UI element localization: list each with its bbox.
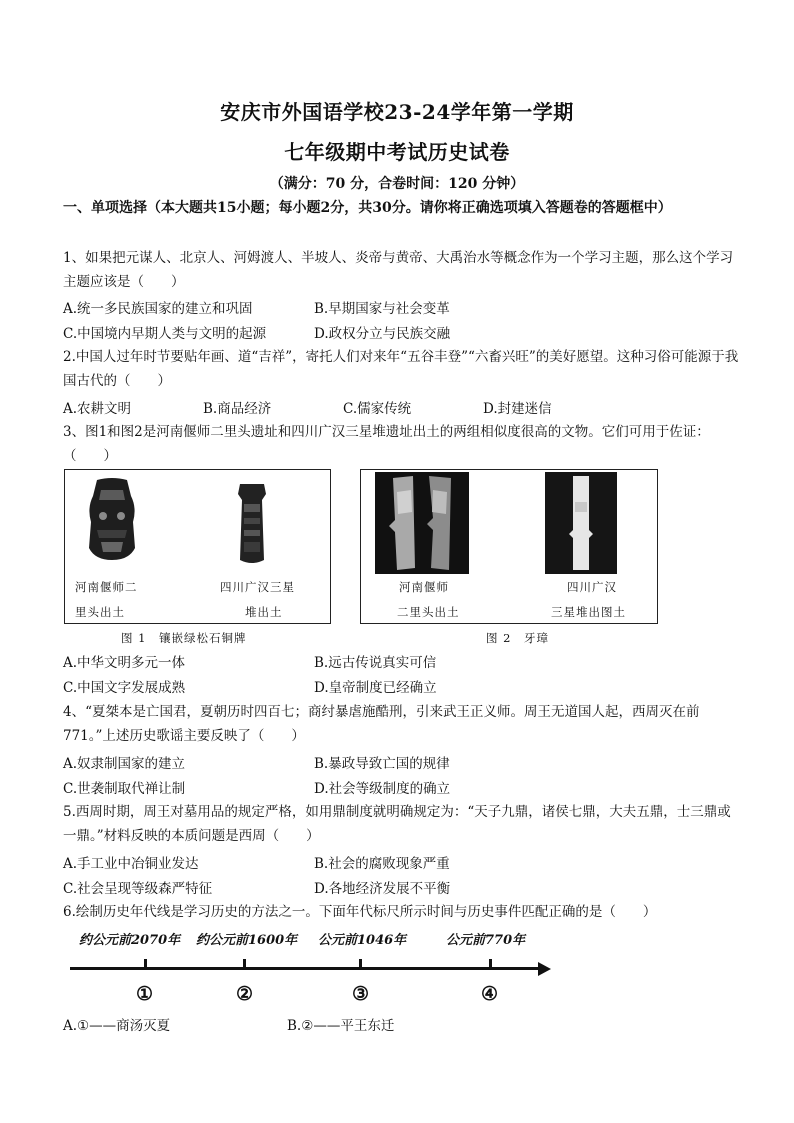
yazhang-sanxingdui-image	[545, 472, 617, 574]
question-3-option-a[interactable]: A.中华文明多元一体	[63, 655, 186, 671]
question-1-option-a[interactable]: A.统一多民族国家的建立和巩固	[63, 301, 253, 317]
question-3-option-b[interactable]: B.远古传说真实可信	[314, 655, 437, 671]
bronze-plaque-sanxingdui-image	[232, 480, 272, 566]
timeline-label-3: 公元前1046年	[318, 933, 407, 948]
question-5-option-b[interactable]: B.社会的腐败现象严重	[314, 856, 450, 872]
question-5-stem: 5.西周时期，周王对墓用品的规定严格，如用鼎制度就明确规定为：“天子九鼎，诸侯七鼎，大夫五鼎，士三鼎或一鼎。”材料反映的本质问题是西周（ ）	[63, 804, 731, 844]
question-6-stem: 6.绘制历史年代线是学习历史的方法之一。下面年代标尺所示时间与历史事件匹配正确的是（ ）	[63, 904, 657, 920]
question-6-option-b[interactable]: B.②——平王东迁	[287, 1018, 395, 1034]
figure-2-box	[360, 469, 658, 624]
figure-1-box	[64, 469, 331, 624]
question-4-option-a[interactable]: A.奴隶制国家的建立	[63, 756, 186, 772]
exam-title-line1: 安庆市外国语学校23-24学年第一学期	[220, 100, 574, 124]
timeline-tick-1	[144, 959, 147, 970]
figure-2-label: 图 2 牙璋	[486, 631, 549, 645]
timeline-label-1: 约公元前2070年	[79, 933, 181, 948]
exam-subtitle: （满分：70 分，合卷时间：120 分钟）	[269, 176, 525, 192]
question-2-option-a[interactable]: A.农耕文明	[63, 401, 132, 417]
figure-1-left-caption-2: 里头出土	[75, 605, 125, 619]
question-1-option-c[interactable]: C.中国境内早期人类与文明的起源	[63, 326, 267, 342]
figure-2-right-caption-1: 四川广汉	[567, 580, 617, 594]
question-2-option-c[interactable]: C.儒家传统	[343, 401, 412, 417]
question-6-option-a[interactable]: A.①——商汤灭夏	[63, 1018, 171, 1034]
timeline-marker-1: ①	[136, 983, 154, 1005]
timeline-label-2: 约公元前1600年	[196, 933, 298, 948]
timeline-tick-2	[243, 959, 246, 970]
question-3-option-c[interactable]: C.中国文字发展成熟	[63, 680, 186, 696]
question-2-option-d[interactable]: D.封建迷信	[483, 401, 552, 417]
figure-2-right-caption-2: 三星堆出图土	[551, 605, 626, 619]
timeline-tick-3	[359, 959, 362, 970]
question-2-option-b[interactable]: B.商品经济	[203, 401, 272, 417]
question-1-option-b[interactable]: B.早期国家与社会变革	[314, 301, 450, 317]
figure-1-right-caption-1: 四川广汉三星	[220, 580, 295, 594]
timeline-marker-2: ②	[236, 983, 254, 1005]
question-4-option-d[interactable]: D.社会等级制度的确立	[314, 781, 451, 797]
exam-title-line2: 七年级期中考试历史试卷	[284, 140, 510, 164]
figure-2-left-caption-2: 二里头出土	[397, 605, 460, 619]
yazhang-erlitou-image	[375, 472, 469, 574]
timeline-marker-3: ③	[352, 983, 370, 1005]
timeline-tick-4	[489, 959, 492, 970]
question-4-option-c[interactable]: C.世袭制取代禅让制	[63, 781, 186, 797]
question-3-option-d[interactable]: D.皇帝制度已经确立	[314, 680, 437, 696]
timeline-marker-4: ④	[481, 983, 499, 1005]
question-4-stem: 4、“夏桀本是亡国君，夏朝历时四百七；商纣暴虐施酷刑，引来武王正义师。周王无道国人起，西周灭在前771。”上述历史歌谣主要反映了（ ）	[63, 704, 700, 744]
timeline-label-4: 公元前770年	[446, 933, 526, 948]
question-1-option-d[interactable]: D.政权分立与民族交融	[314, 326, 451, 342]
question-3-stem: 3、图1和图2是河南偃师二里头遗址和四川广汉三星堆遗址出土的两组相似度很高的文物。它们可用于佐证：（ ）	[63, 424, 710, 464]
figure-1-right-caption-2: 堆出土	[245, 605, 283, 619]
question-5-option-d[interactable]: D.各地经济发展不平衡	[314, 881, 451, 897]
timeline-axis	[70, 967, 542, 970]
question-5-option-a[interactable]: A.手工业中冶铜业发达	[63, 856, 199, 872]
bronze-plaque-erlitou-image	[85, 476, 139, 562]
figure-1-label: 图 1 镶嵌绿松石铜牌	[121, 631, 247, 645]
timeline-arrow-icon	[538, 961, 552, 977]
question-5-option-c[interactable]: C.社会呈现等级森严特征	[63, 881, 213, 897]
question-1-stem: 1、如果把元谋人、北京人、河姆渡人、半坡人、炎帝与黄帝、大禹治水等概念作为一个学习主题，那么这个学习主题应该是（ ）	[63, 250, 734, 290]
question-4-option-b[interactable]: B.暴政导致亡国的规律	[314, 756, 450, 772]
figure-2-left-caption-1: 河南偃师	[399, 580, 449, 594]
section-heading: 一、单项选择（本大题共15小题；每小题2分，共30分。请你将正确选项填入答题卷的答题框中）	[63, 200, 672, 216]
question-2-stem: 2.中国人过年时节要贴年画、道“吉祥”，寄托人们对来年“五谷丰登”“六畜兴旺”的美好愿望。这种习俗可能源于我国古代的（ ）	[63, 349, 739, 389]
figure-1-left-caption-1: 河南偃师二	[75, 580, 138, 594]
